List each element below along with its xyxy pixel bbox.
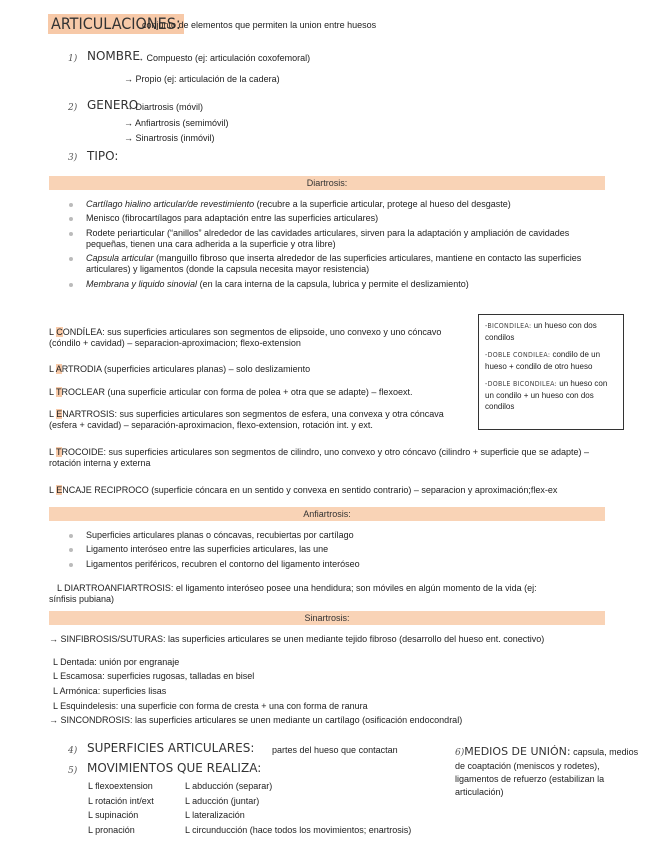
section-number: 4) <box>68 746 78 756</box>
movement-item: L abducción (separar) <box>185 781 273 791</box>
section-label-tipo: TIPO: <box>87 149 119 163</box>
sinartrosis-sub-dentada: L Dentada: unión por engranaje <box>53 657 180 667</box>
list-item: Membrana y liquido sinovial (en la cara interna de la capsula, lubrica y permite el deslizamiento) <box>64 279 584 290</box>
section-number: 2) <box>68 103 78 113</box>
movement-item: L supinación <box>88 810 139 820</box>
section-label-genero: GENERO <box>87 98 139 112</box>
type-artrodia: L ARTRODIA (superficies articulares planas) – solo deslizamiento <box>49 364 311 374</box>
box-entry: -BICONDILEA: un hueso con dos condilos <box>485 321 597 342</box>
diartrosis-bullet-list <box>64 199 584 293</box>
box-entry: -DOBLE BICONDILEA: un hueso con un condilo + un hueso con dos condilos <box>485 378 608 411</box>
medios-de-union <box>455 744 645 799</box>
sinartrosis-sub-escamosa: L Escamosa: superficies rugosas, talladas en bisel <box>53 671 255 681</box>
anfiartrosis-bullet-list <box>64 530 584 573</box>
section-label-nombre: NOMBRE <box>87 49 140 63</box>
type-troclear: L TROCLEAR (una superficie articular con forma de polea + otra que se adapte) – flexoext. <box>49 387 413 397</box>
nombre-line-2: → Propio (ej: articulación de la cadera) <box>124 74 280 84</box>
diartroanfiartrosis: L DIARTROANFIARTROSIS: el ligamento interóseo posee una hendidura; son móviles en algún momento de la vida (ej: sínfisis pubiana) <box>49 583 537 605</box>
list-item: Ligamentos periféricos, recubren el contorno del ligamento interóseo <box>64 559 584 570</box>
section-label-movimientos: MOVIMIENTOS QUE REALIZA: <box>87 761 262 775</box>
section-number: 5) <box>68 766 78 776</box>
condilea-types-box <box>478 314 624 430</box>
sincondrosis: → SINCONDROSIS: las superficies articulares se unen mediante un cartílago (osificación endocondral) <box>49 715 463 725</box>
type-encaje-reciproco: L ENCAJE RECIPROCO (superficie cóncara en un sentido y convexa en sentido contrario) – separacion y aproximación;flex-ex <box>49 485 558 495</box>
list-item: Capsula articular (manguillo fibroso que inserta alrededor de las superficies articulares, mantiene en contacto las superficies articulares) y ligamentos (donde la capsula necesita mayor resistencia) <box>64 253 584 276</box>
sinartrosis-sub-armonica: L Armónica: superficies lisas <box>53 686 167 696</box>
genero-line-3: → Sinartrosis (inmóvil) <box>124 133 215 143</box>
movement-item: L lateralización <box>185 810 245 820</box>
list-item: Menisco (fibrocartílagos para adaptación entre las superficies articulares) <box>64 213 584 224</box>
sinartrosis-sub-esquindelesis: L Esquindelesis: una superficie con forma de cresta + una con forma de ranura <box>53 701 368 711</box>
movement-item: L rotación int/ext <box>88 796 154 806</box>
band-anfiartrosis: Anfiartrosis: <box>49 507 605 521</box>
band-diartrosis: Diartrosis: <box>49 176 605 190</box>
section-label-superficies: SUPERFICIES ARTICULARES: <box>87 741 255 755</box>
page-subtitle: conjunto de elementos que permiten la union entre huesos <box>142 20 377 30</box>
sinfibrosis: → SINFIBROSIS/SUTURAS: las superficies articulares se unen mediante tejido fibroso (desarrollo del hueso ent. conectivo) <box>49 634 545 644</box>
superficies-text: partes del hueso que contactan <box>272 745 398 755</box>
section-number: 1) <box>68 54 78 64</box>
list-item: Rodete periarticular (“anillos” alrededor de las cavidades articulares, sirven para la adaptación y ampliación de cavidades pequeñas, tienen una cara adherida a la superficie y otra libre) <box>64 228 584 251</box>
list-item: Ligamento interóseo entre las superficies articulares, las une <box>64 544 584 555</box>
movement-item: L flexoextension <box>88 781 153 791</box>
section-number: 3) <box>68 153 78 163</box>
band-sinartrosis: Sinartrosis: <box>49 611 605 625</box>
movement-item: L circunducción (hace todos los movimientos; enartrosis) <box>185 825 412 835</box>
movement-item: L pronación <box>88 825 135 835</box>
box-entry: -DOBLE CONDILEA: condilo de un hueso + condilo de otro hueso <box>485 349 601 371</box>
type-condilea: L CONDÍLEA: sus superficies articulares son segmentos de elipsoide, uno convexo y uno cóncavo (cóndilo + cavidad) – separacion-aproximacion; flexo-extension <box>49 327 442 349</box>
page-title: ARTICULACIONES: <box>48 14 184 34</box>
nombre-line-1: → Compuesto (ej: articulación coxofemoral) <box>135 53 311 63</box>
type-trocoide: L TROCOIDE: sus superficies articulares son segmentos de cilindro, uno convexo y otro cóncavo (cilindro + superficie que se adapte) – rotación interna y externa <box>49 447 590 469</box>
medios-text: capsula, medios de coaptación (meniscos y rodetes), ligamentos de refuerzo (estabilizan la articulación) <box>455 747 639 798</box>
section-number: 6) <box>455 748 465 758</box>
movement-item: L aducción (juntar) <box>185 796 260 806</box>
list-item: Cartílago hialino articular/de revestimiento (recubre a la superficie articular, protege al hueso del desgaste) <box>64 199 584 210</box>
list-item: Superficies articulares planas o cóncavas, recubiertas por cartílago <box>64 530 584 541</box>
genero-line-2: → Anfiartrosis (semimóvil) <box>124 118 229 128</box>
genero-line-1: → Diartrosis (móvil) <box>124 102 204 112</box>
type-enartrosis: L ENARTROSIS: sus superficies articulares son segmentos de esfera, una convexa y otra cóncava (esfera + cavidad) – separación-aproximacion, flexo-extension, rotación int. y ext. <box>49 409 444 431</box>
section-label-medios: MEDIOS DE UNIÓN: <box>464 745 571 758</box>
